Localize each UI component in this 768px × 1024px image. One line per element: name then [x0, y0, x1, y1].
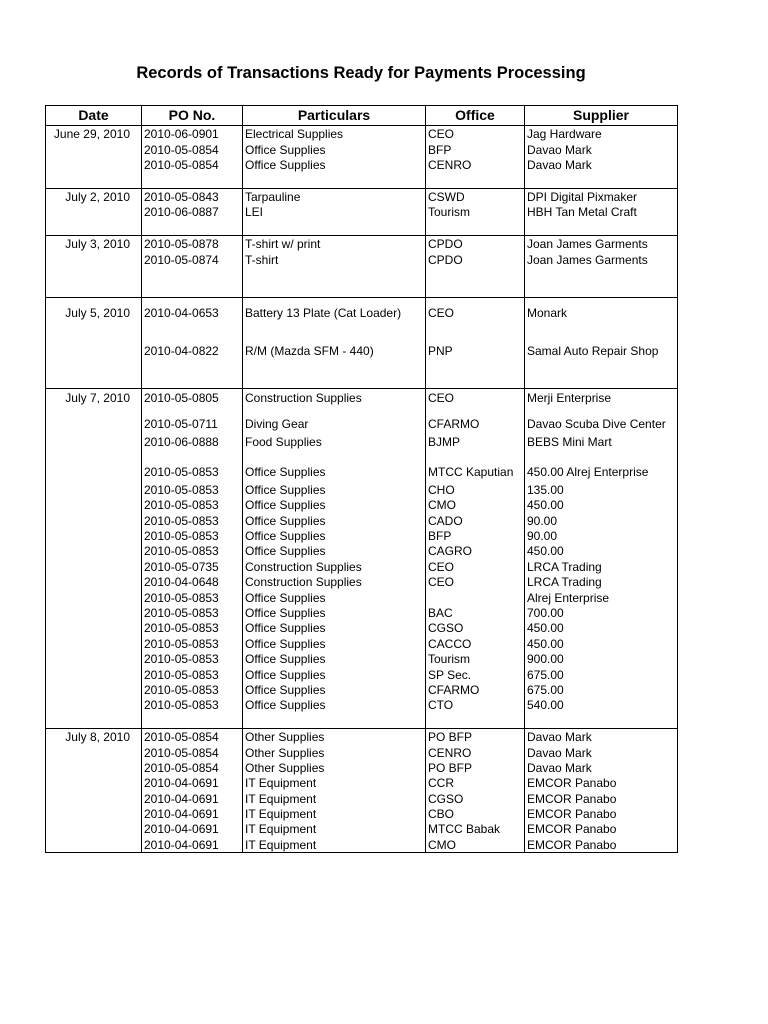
cell-po-no: 2010-05-0874 [142, 251, 243, 266]
cell-po-no [142, 267, 243, 282]
table-row [46, 219, 678, 235]
cell-po-no: 2010-05-0805 [142, 389, 243, 405]
table-row [46, 682, 678, 697]
cell-particulars: T-shirt [243, 251, 426, 266]
cell-supplier: BEBS Mini Mart [525, 431, 678, 449]
cell-date [46, 635, 142, 650]
cell-office [426, 373, 525, 389]
cell-particulars [243, 712, 426, 728]
cell-date [46, 790, 142, 805]
cell-particulars: Office Supplies [243, 620, 426, 635]
cell-supplier: 675.00 [525, 682, 678, 697]
cell-office: CADO [426, 512, 525, 527]
cell-date [46, 528, 142, 543]
cell-office: Tourism [426, 204, 525, 219]
cell-supplier: Davao Mark [525, 141, 678, 156]
cell-office: CEO [426, 298, 525, 321]
cell-office: CGSO [426, 620, 525, 635]
cell-supplier: EMCOR Panabo [525, 775, 678, 790]
table-row [46, 728, 678, 744]
cell-po-no: 2010-04-0691 [142, 775, 243, 790]
cell-date [46, 558, 142, 573]
cell-date [46, 574, 142, 589]
cell-supplier [525, 358, 678, 373]
cell-particulars: IT Equipment [243, 790, 426, 805]
cell-office: CPDO [426, 235, 525, 251]
cell-particulars: Construction Supplies [243, 574, 426, 589]
table-row [46, 204, 678, 219]
cell-date: July 3, 2010 [46, 235, 142, 251]
cell-particulars: Other Supplies [243, 760, 426, 775]
cell-supplier: HBH Tan Metal Craft [525, 204, 678, 219]
table-row [46, 712, 678, 728]
cell-date [46, 605, 142, 620]
cell-supplier: EMCOR Panabo [525, 836, 678, 852]
cell-po-no: 2010-05-0853 [142, 620, 243, 635]
cell-particulars: Construction Supplies [243, 389, 426, 405]
cell-po-no: 2010-05-0854 [142, 157, 243, 172]
cell-po-no: 2010-05-0853 [142, 528, 243, 543]
cell-supplier: 90.00 [525, 512, 678, 527]
cell-po-no: 2010-05-0853 [142, 497, 243, 512]
cell-po-no [142, 712, 243, 728]
cell-po-no: 2010-05-0853 [142, 651, 243, 666]
table-row [46, 126, 678, 142]
cell-supplier [525, 219, 678, 235]
table-row [46, 558, 678, 573]
cell-particulars: Diving Gear [243, 405, 426, 431]
cell-supplier: Merji Enterprise [525, 389, 678, 405]
cell-po-no: 2010-05-0854 [142, 760, 243, 775]
table-row [46, 141, 678, 156]
cell-po-no [142, 320, 243, 335]
table-row [46, 528, 678, 543]
cell-office [426, 320, 525, 335]
table-row [46, 298, 678, 321]
cell-po-no: 2010-05-0853 [142, 635, 243, 650]
cell-office [426, 589, 525, 604]
cell-particulars [243, 282, 426, 298]
cell-particulars: Office Supplies [243, 651, 426, 666]
cell-office: CEO [426, 389, 525, 405]
cell-particulars: IT Equipment [243, 775, 426, 790]
cell-office: BFP [426, 528, 525, 543]
cell-supplier: 900.00 [525, 651, 678, 666]
cell-date [46, 682, 142, 697]
column-header-particulars: Particulars [243, 106, 426, 126]
cell-date [46, 512, 142, 527]
table-body [46, 126, 678, 853]
cell-date: July 8, 2010 [46, 728, 142, 744]
cell-date: June 29, 2010 [46, 126, 142, 142]
cell-po-no: 2010-04-0648 [142, 574, 243, 589]
cell-particulars: Food Supplies [243, 431, 426, 449]
cell-date [46, 320, 142, 335]
cell-particulars: Construction Supplies [243, 558, 426, 573]
transactions-table [45, 105, 678, 853]
cell-office: CENRO [426, 157, 525, 172]
cell-supplier [525, 320, 678, 335]
cell-po-no: 2010-06-0887 [142, 204, 243, 219]
cell-date [46, 431, 142, 449]
cell-office: CMO [426, 836, 525, 852]
cell-office [426, 219, 525, 235]
table-row [46, 358, 678, 373]
cell-supplier: Davao Mark [525, 744, 678, 759]
table-row [46, 157, 678, 172]
cell-po-no: 2010-05-0854 [142, 744, 243, 759]
cell-po-no: 2010-05-0853 [142, 543, 243, 558]
table-row [46, 821, 678, 836]
cell-supplier: 540.00 [525, 697, 678, 712]
cell-particulars [243, 172, 426, 188]
cell-supplier: EMCOR Panabo [525, 821, 678, 836]
cell-supplier: Davao Mark [525, 760, 678, 775]
cell-office [426, 267, 525, 282]
cell-po-no: 2010-05-0853 [142, 682, 243, 697]
cell-office: PO BFP [426, 760, 525, 775]
cell-supplier: Monark [525, 298, 678, 321]
cell-po-no: 2010-04-0691 [142, 806, 243, 821]
cell-particulars: R/M (Mazda SFM - 440) [243, 336, 426, 358]
cell-supplier: Davao Mark [525, 728, 678, 744]
cell-particulars: Office Supplies [243, 141, 426, 156]
cell-particulars: Office Supplies [243, 528, 426, 543]
cell-po-no: 2010-05-0854 [142, 728, 243, 744]
cell-supplier [525, 712, 678, 728]
cell-supplier: 675.00 [525, 666, 678, 681]
cell-po-no [142, 172, 243, 188]
cell-office: CHO [426, 479, 525, 497]
cell-office: CTO [426, 697, 525, 712]
cell-office: MTCC Babak [426, 821, 525, 836]
table-row [46, 775, 678, 790]
cell-supplier: Joan James Garments [525, 251, 678, 266]
cell-office: CMO [426, 497, 525, 512]
cell-po-no: 2010-04-0822 [142, 336, 243, 358]
cell-date [46, 666, 142, 681]
table-row [46, 373, 678, 389]
cell-po-no: 2010-05-0853 [142, 666, 243, 681]
cell-office [426, 172, 525, 188]
cell-date [46, 836, 142, 852]
cell-supplier: EMCOR Panabo [525, 806, 678, 821]
cell-po-no [142, 373, 243, 389]
cell-po-no: 2010-06-0901 [142, 126, 243, 142]
cell-po-no: 2010-04-0691 [142, 836, 243, 852]
cell-date [46, 282, 142, 298]
cell-supplier [525, 373, 678, 389]
cell-po-no: 2010-06-0888 [142, 431, 243, 449]
cell-po-no: 2010-05-0854 [142, 141, 243, 156]
cell-po-no: 2010-05-0853 [142, 479, 243, 497]
cell-particulars: Office Supplies [243, 449, 426, 479]
column-header-office: Office [426, 106, 525, 126]
cell-office: MTCC Kaputian [426, 449, 525, 479]
cell-particulars [243, 358, 426, 373]
cell-office: CEO [426, 574, 525, 589]
cell-particulars: Office Supplies [243, 497, 426, 512]
cell-po-no: 2010-05-0853 [142, 449, 243, 479]
cell-supplier: DPI Digital Pixmaker [525, 188, 678, 204]
column-header-supplier: Supplier [525, 106, 678, 126]
table-row [46, 620, 678, 635]
cell-particulars: Office Supplies [243, 589, 426, 604]
table-row [46, 320, 678, 335]
table-row [46, 543, 678, 558]
cell-office [426, 282, 525, 298]
cell-po-no: 2010-05-0853 [142, 589, 243, 604]
cell-particulars: T-shirt w/ print [243, 235, 426, 251]
cell-office: CFARMO [426, 682, 525, 697]
cell-office: CPDO [426, 251, 525, 266]
cell-particulars [243, 320, 426, 335]
table-row [46, 251, 678, 266]
cell-date [46, 806, 142, 821]
cell-particulars: Other Supplies [243, 744, 426, 759]
page-title: Records of Transactions Ready for Payments Processing [136, 64, 586, 82]
cell-date [46, 157, 142, 172]
cell-office: CAGRO [426, 543, 525, 558]
table-row [46, 267, 678, 282]
table-row [46, 235, 678, 251]
cell-particulars: Office Supplies [243, 543, 426, 558]
table-row [46, 760, 678, 775]
cell-supplier: 90.00 [525, 528, 678, 543]
cell-po-no: 2010-05-0853 [142, 605, 243, 620]
cell-particulars: Tarpauline [243, 188, 426, 204]
cell-office: BJMP [426, 431, 525, 449]
cell-supplier: EMCOR Panabo [525, 790, 678, 805]
cell-office: BFP [426, 141, 525, 156]
table-row [46, 836, 678, 852]
cell-particulars: IT Equipment [243, 806, 426, 821]
table-row [46, 497, 678, 512]
cell-date [46, 336, 142, 358]
table-row [46, 449, 678, 479]
cell-supplier: LRCA Trading [525, 558, 678, 573]
cell-po-no: 2010-04-0653 [142, 298, 243, 321]
cell-date [46, 543, 142, 558]
cell-supplier: 700.00 [525, 605, 678, 620]
cell-particulars: Office Supplies [243, 479, 426, 497]
table-row [46, 172, 678, 188]
cell-date [46, 651, 142, 666]
cell-supplier: 450.00 [525, 635, 678, 650]
cell-particulars: LEI [243, 204, 426, 219]
column-header-date: Date [46, 106, 142, 126]
cell-date [46, 219, 142, 235]
cell-supplier: 135.00 [525, 479, 678, 497]
cell-particulars [243, 219, 426, 235]
cell-po-no: 2010-05-0843 [142, 188, 243, 204]
cell-supplier: Davao Scuba Dive Center [525, 405, 678, 431]
cell-office: Tourism [426, 651, 525, 666]
cell-particulars: Electrical Supplies [243, 126, 426, 142]
cell-supplier: Samal Auto Repair Shop [525, 336, 678, 358]
cell-date [46, 479, 142, 497]
cell-date [46, 712, 142, 728]
table-row [46, 188, 678, 204]
cell-date [46, 620, 142, 635]
cell-office: BAC [426, 605, 525, 620]
cell-date [46, 267, 142, 282]
cell-po-no: 2010-05-0735 [142, 558, 243, 573]
cell-supplier: 450.00 Alrej Enterprise [525, 449, 678, 479]
cell-supplier [525, 172, 678, 188]
cell-particulars: Battery 13 Plate (Cat Loader) [243, 298, 426, 321]
cell-po-no: 2010-05-0853 [142, 697, 243, 712]
cell-supplier: Alrej Enterprise [525, 589, 678, 604]
cell-particulars [243, 267, 426, 282]
cell-office: CACCO [426, 635, 525, 650]
table-row [46, 574, 678, 589]
cell-particulars: Office Supplies [243, 697, 426, 712]
cell-supplier: 450.00 [525, 620, 678, 635]
cell-date [46, 744, 142, 759]
cell-office: CSWD [426, 188, 525, 204]
table-row [46, 605, 678, 620]
cell-supplier: Joan James Garments [525, 235, 678, 251]
cell-po-no [142, 358, 243, 373]
table-header-row [46, 106, 678, 126]
table-row [46, 431, 678, 449]
cell-date [46, 697, 142, 712]
cell-office: CEO [426, 558, 525, 573]
cell-office: CENRO [426, 744, 525, 759]
cell-office: CEO [426, 126, 525, 142]
table-row [46, 336, 678, 358]
column-header-po-no: PO No. [142, 106, 243, 126]
cell-supplier: 450.00 [525, 497, 678, 512]
cell-date [46, 497, 142, 512]
table-row [46, 806, 678, 821]
cell-particulars: IT Equipment [243, 821, 426, 836]
cell-po-no [142, 282, 243, 298]
table-row [46, 666, 678, 681]
cell-supplier [525, 282, 678, 298]
cell-office: SP Sec. [426, 666, 525, 681]
cell-date [46, 358, 142, 373]
cell-date: July 5, 2010 [46, 298, 142, 321]
cell-particulars: Office Supplies [243, 682, 426, 697]
cell-particulars: Office Supplies [243, 605, 426, 620]
table-row [46, 697, 678, 712]
cell-supplier: 450.00 [525, 543, 678, 558]
cell-particulars: IT Equipment [243, 836, 426, 852]
cell-particulars: Office Supplies [243, 666, 426, 681]
cell-po-no [142, 219, 243, 235]
cell-office [426, 712, 525, 728]
cell-date [46, 775, 142, 790]
cell-office [426, 358, 525, 373]
cell-office: CFARMO [426, 405, 525, 431]
cell-office: CBO [426, 806, 525, 821]
cell-date [46, 172, 142, 188]
cell-po-no: 2010-04-0691 [142, 821, 243, 836]
cell-date [46, 141, 142, 156]
cell-date: July 7, 2010 [46, 389, 142, 405]
table-row [46, 589, 678, 604]
cell-date [46, 204, 142, 219]
cell-supplier: Davao Mark [525, 157, 678, 172]
table-row [46, 512, 678, 527]
cell-po-no: 2010-05-0711 [142, 405, 243, 431]
cell-po-no: 2010-04-0691 [142, 790, 243, 805]
cell-particulars [243, 373, 426, 389]
table-row [46, 282, 678, 298]
table-row [46, 744, 678, 759]
cell-office: CCR [426, 775, 525, 790]
cell-supplier: LRCA Trading [525, 574, 678, 589]
table-row [46, 405, 678, 431]
cell-office: CGSO [426, 790, 525, 805]
table-row [46, 479, 678, 497]
cell-office: PNP [426, 336, 525, 358]
cell-date [46, 373, 142, 389]
table-row [46, 790, 678, 805]
cell-date [46, 589, 142, 604]
cell-date [46, 405, 142, 431]
cell-particulars: Office Supplies [243, 512, 426, 527]
cell-po-no: 2010-05-0878 [142, 235, 243, 251]
cell-date [46, 760, 142, 775]
cell-date [46, 251, 142, 266]
table-row [46, 635, 678, 650]
table-row [46, 389, 678, 405]
cell-particulars: Office Supplies [243, 157, 426, 172]
cell-po-no: 2010-05-0853 [142, 512, 243, 527]
cell-date: July 2, 2010 [46, 188, 142, 204]
cell-supplier [525, 267, 678, 282]
table-row [46, 651, 678, 666]
cell-particulars: Office Supplies [243, 635, 426, 650]
cell-office: PO BFP [426, 728, 525, 744]
cell-date [46, 449, 142, 479]
cell-particulars: Other Supplies [243, 728, 426, 744]
cell-date [46, 821, 142, 836]
cell-supplier: Jag Hardware [525, 126, 678, 142]
